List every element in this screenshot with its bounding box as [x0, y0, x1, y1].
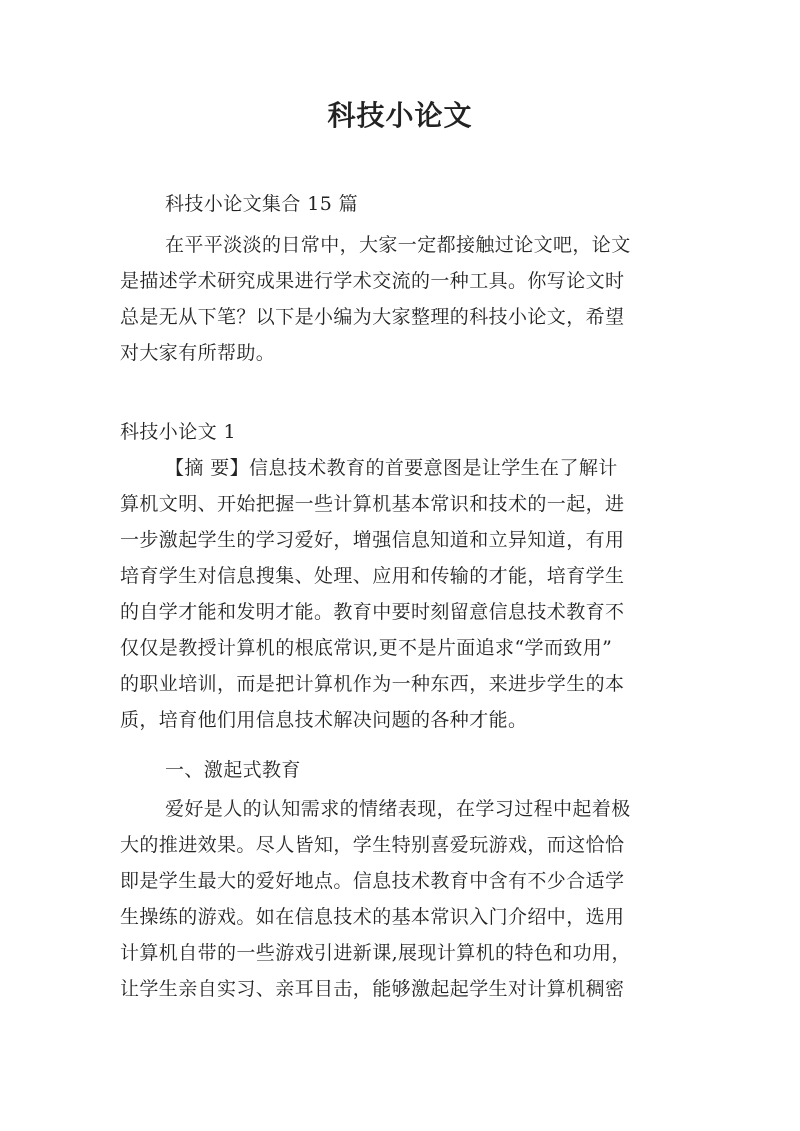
abstract-line: 一步激起学生的学习爱好，增强信息知道和立异知道，有用 [120, 529, 625, 551]
intro-line: 是描述学术研究成果进行学术交流的一种工具。你写论文时 [120, 270, 625, 292]
intro-line: 对大家有所帮助。 [120, 342, 276, 364]
intro-line: 在平平淡淡的日常中，大家一定都接触过论文吧，论文 [165, 234, 631, 256]
paragraph-line: 计算机自带的一些游戏引进新课,展现计算机的特色和功用， [120, 942, 631, 964]
abstract-line: 的职业培训，而是把计算机作为一种东西，来进步学生的本 [120, 673, 625, 695]
abstract-line: 【摘 要】信息技术教育的首要意图是让学生在了解计 [165, 457, 618, 479]
section-heading: 科技小论文 1 [120, 421, 236, 443]
abstract-line: 算机文明、开始把握一些计算机基本常识和技术的一起，进 [120, 493, 625, 515]
document-subtitle: 科技小论文集合 15 篇 [165, 193, 359, 215]
abstract-line: 的自学才能和发明才能。教育中要时刻留意信息技术教育不 [120, 601, 625, 623]
abstract-line: 培育学生对信息搜集、处理、应用和传输的才能，培育学生 [120, 565, 625, 587]
document-title: 科技小论文 [327, 99, 473, 132]
paragraph-line: 即是学生最大的爱好地点。信息技术教育中含有不少合适学 [120, 870, 625, 892]
paragraph-line: 大的推进效果。尽人皆知，学生特别喜爱玩游戏，而这恰恰 [120, 834, 625, 856]
paragraph-line: 让学生亲自实习、亲耳目击，能够激起起学生对计算机稠密 [120, 978, 625, 1000]
abstract-line: 仅仅是教授计算机的根底常识,更不是片面追求“学而致用” [120, 637, 613, 659]
paragraph-line: 爱好是人的认知需求的情绪表现，在学习过程中起着极 [165, 798, 631, 820]
intro-line: 总是无从下笔？以下是小编为大家整理的科技小论文，希望 [120, 306, 625, 328]
paragraph-line: 生操练的游戏。如在信息技术的基本常识入门介绍中，选用 [120, 906, 625, 928]
subheading: 一、激起式教育 [165, 759, 301, 781]
abstract-line: 质，培育他们用信息技术解决问题的各种才能。 [120, 709, 528, 731]
